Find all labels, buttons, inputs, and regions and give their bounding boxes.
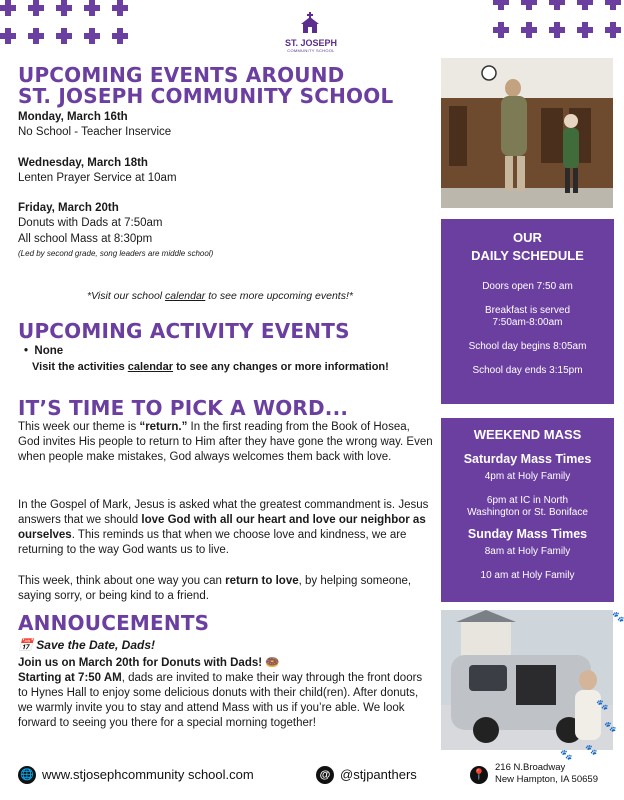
cross-icon <box>56 0 72 16</box>
cross-icon <box>521 0 537 10</box>
event-note: (Led by second grade, song leaders are middle school) <box>18 249 214 258</box>
cross-icon <box>521 22 537 38</box>
cross-icon <box>577 22 593 38</box>
activity-visit-line <box>32 360 389 375</box>
schedule-title-2: DAILY SCHEDULE <box>471 248 584 263</box>
logo-name: ST. JOSEPH <box>284 38 338 48</box>
events-title-line1: UPCOMING EVENTS AROUND <box>18 63 345 87</box>
announcement-join: Join us on March 20th for Donuts with Dads! 🍩 <box>18 657 280 669</box>
text: This week our theme is <box>18 421 140 433</box>
photo-illustration <box>441 58 613 208</box>
mass-time: 8am at Holy Family <box>484 546 571 557</box>
paw-icon: 🐾 <box>560 750 573 761</box>
cross-icon <box>549 0 565 10</box>
at-icon: @ <box>316 766 334 784</box>
event-desc: Lenten Prayer Service at 10am <box>18 172 177 184</box>
text: In the first reading from the Book of Hosea, God invites His people to return to Him after they have gone the wrong way. Even when people make mistakes, God always welcomes them back with love. <box>18 421 433 463</box>
sunday-title: Sunday Mass Times <box>467 527 588 541</box>
cross-icon <box>493 22 509 38</box>
website-link[interactable]: www.stjosephcommunity school.com <box>42 767 254 782</box>
cross-icon <box>28 0 44 16</box>
schedule-item: School day begins 8:05am <box>468 341 587 352</box>
visit-prefix: *Visit our school <box>87 290 166 302</box>
text: This week, think about one way you can <box>18 575 226 587</box>
activity-title: UPCOMING ACTIVITY EVENTS <box>18 319 350 343</box>
address <box>495 762 598 786</box>
event-desc: All school Mass at 8:30pm <box>18 233 153 245</box>
schedule-title-1: OUR <box>513 230 542 245</box>
visit-suffix: to see more upcoming events!* <box>205 290 353 302</box>
events-visit-line <box>0 289 440 304</box>
activity-item-text: None <box>34 345 64 357</box>
word-paragraph-3 <box>18 574 418 604</box>
cross-icon <box>577 0 593 10</box>
mass-time: 4pm at Holy Family <box>484 471 571 482</box>
saturday-title: Saturday Mass Times <box>463 452 592 466</box>
cross-icon <box>549 22 565 38</box>
address-line-1: 216 N.Broadway <box>495 762 566 773</box>
cross-icon <box>0 0 16 16</box>
theme-word: “return.” <box>139 421 188 433</box>
emphasis: return to love <box>225 575 299 587</box>
schedule-item: Breakfast is served <box>484 305 571 316</box>
cross-icon <box>493 0 509 10</box>
address-line-2: New Hampton, IA 50659 <box>495 774 598 785</box>
cross-icon <box>605 0 621 10</box>
school-logo <box>283 12 339 53</box>
text: , by helping someone, saying sorry, or being kind to a friend. <box>18 575 412 602</box>
globe-icon: 🌐 <box>18 766 36 784</box>
paw-icon: 🐾 <box>585 745 598 756</box>
activities-calendar-link[interactable]: calendar <box>127 361 174 373</box>
event-date: Monday, March 16th <box>18 111 128 123</box>
paw-icon: 🐾 <box>612 612 624 623</box>
visit-suffix: to see any changes or more information! <box>173 361 389 373</box>
cross-icon <box>84 28 100 44</box>
weekend-mass-panel <box>441 418 614 602</box>
visit-prefix: Visit the activities <box>32 361 128 373</box>
events-title-line2: ST. JOSEPH COMMUNITY SCHOOL <box>18 84 394 108</box>
activity-item: • None <box>24 345 64 357</box>
calendar-icon: 📅 <box>18 638 33 652</box>
text: In the Gospel of Mark, Jesus is asked what the greatest commandment is. Jesus answers that we should <box>18 499 429 526</box>
social-link[interactable]: @stjpanthers <box>340 767 417 782</box>
logo-subtitle: COMMUNITY SCHOOL <box>287 48 335 53</box>
cross-icon <box>0 28 16 44</box>
mass-time: 6pm at IC in North <box>486 495 569 506</box>
start-time: Starting at 7:50 AM <box>18 672 122 684</box>
mass-time: Washington or St. Boniface <box>467 507 588 518</box>
paw-icon: 🐾 <box>596 700 609 711</box>
event-date: Friday, March 20th <box>18 202 119 214</box>
cross-icon <box>112 28 128 44</box>
photo-students-lockers <box>441 58 613 208</box>
announcement-body <box>18 671 433 731</box>
event-desc: No School - Teacher Inservice <box>18 126 172 138</box>
cross-icon <box>28 28 44 44</box>
calendar-link[interactable]: calendar <box>165 290 206 302</box>
word-paragraph-2 <box>18 498 436 558</box>
location-pin-icon: 📍 <box>470 766 488 784</box>
mass-title: WEEKEND MASS <box>473 427 582 442</box>
cross-icon <box>84 0 100 16</box>
cross-icon <box>605 22 621 38</box>
word-title: IT’S TIME TO PICK A WORD... <box>18 396 349 420</box>
schedule-item: 7:50am-8:00am <box>492 317 563 328</box>
daily-schedule-panel <box>441 219 614 404</box>
church-icon <box>297 12 325 34</box>
photo-car-drop-off <box>441 610 613 750</box>
event-date: Wednesday, March 18th <box>18 157 148 169</box>
schedule-item: School day ends 3:15pm <box>472 365 583 376</box>
save-date-line <box>18 638 155 653</box>
announcements-title: ANNOUCEMENTS <box>18 611 210 635</box>
schedule-item: Doors open 7:50 am <box>482 281 573 292</box>
mass-time: 10 am at Holy Family <box>480 570 575 581</box>
cross-icon <box>56 28 72 44</box>
word-paragraph-1 <box>18 420 433 465</box>
paw-icon: 🐾 <box>604 722 617 733</box>
cross-icon <box>112 0 128 16</box>
text: . This reminds us that when we choose love and kindness, we are returning to the way God wants us to live. <box>18 529 407 556</box>
photo-illustration <box>441 610 613 750</box>
body-text: , dads are invited to make their way through the front doors to Hynes Hall to enjoy some delicious donuts with their child(ren). After donuts, we warmly invite you to stay and attend Mass with us if you’re able. We look forward to seeing you there for a special morning together! <box>18 672 423 729</box>
emphasis: love God with all our heart and love our neighbor as ourselves <box>18 514 426 541</box>
save-date-text: Save the Date, Dads! <box>36 638 156 652</box>
event-desc: Donuts with Dads at 7:50am <box>18 217 163 229</box>
